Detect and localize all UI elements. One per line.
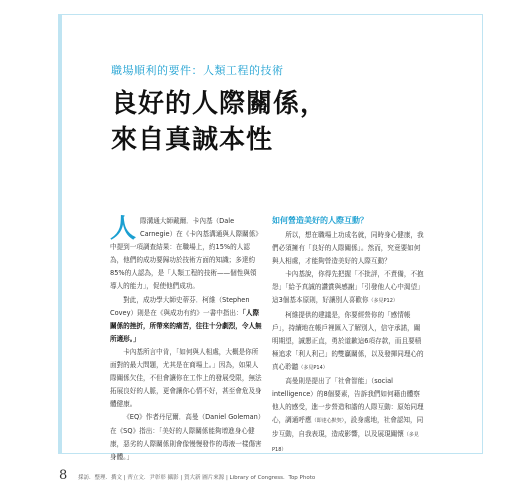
page-footer <box>59 468 489 486</box>
page-reference: （多見P14） <box>298 364 328 371</box>
right-paragraph-2-text: 卡內基說，你得先把握「不批評，不責備，不抱怨」「給予真誠的讚賞與感謝」「引發他人心中渴望」這3個基本原則，好讓別人喜歡你 <box>272 270 424 305</box>
right-paragraph-4-text-cont: ，設身處地，社會認知，同步互動，自我表現，造成影響，以及展現關懷 <box>272 416 424 439</box>
inline-note: （即達心默契） <box>311 418 345 425</box>
paragraph-1-text: 際溝通大師戴爾．卡內基（Dale Carnegie）在《卡內基溝通與人際關係》中提到一項調查結果：在職場上，約15%的人認為，他們的成功要歸功於技術方面的知識；多達約85%的人認為，是「人類工程的技術——個性與領導人的能力」，促使他們成功。 <box>110 217 262 291</box>
right-paragraph-2 <box>272 268 424 308</box>
credits-line: 採訪．整理．撰文 | 齊立文．尹彰彰 攝影 | 賀大新 圖片來源 | Library of Congress．Top Photo <box>78 475 316 481</box>
left-column <box>110 215 262 464</box>
title-line-2: 來自真誠本性 <box>111 125 274 155</box>
paragraph-2 <box>110 294 262 346</box>
right-paragraph-4 <box>272 375 424 457</box>
paragraph-4: 《EQ》作者丹尼爾．高曼（Daniel Goleman）在《SQ》指出：「美好的人際關係能夠增進身心健康，惡劣的人際關係則會像慢慢發作的毒液一樣傷害身體。」 <box>110 413 262 461</box>
paragraph-1 <box>110 215 262 294</box>
right-paragraph-4-text: 高曼則是提出了「社會智能」（social intelligence）的8個要素，告訴我們如何藉由體察他人的感受，進一步營造和諧的人際互動：原始同理心，調通呼應 <box>272 377 424 425</box>
page-reference: （多見P12） <box>368 298 398 305</box>
right-paragraph-3 <box>272 309 424 375</box>
right-paragraph-3-text: 柯維提供的建議是，你要經營你的「感情帳戶」，持續地在帳戶裡匯入了解別人，信守承諾，關明期望，誠懇正直，勇於道歉這6項存款，而且要積極追求「利人利己」的雙贏關係，以及發揮同理心的真心聆聽 <box>272 310 424 371</box>
paragraph-2-quote: 「人際關係的挫折，所帶來的痛苦，往往十分劇烈，令人無所適形。」 <box>110 308 262 343</box>
article-kicker: 職場順利的要件：人類工程的技術 <box>111 64 284 77</box>
section-subhead: 如何營造美好的人際互動？ <box>272 216 368 225</box>
title-line-1: 良好的人際關係， <box>111 89 328 119</box>
right-paragraph-1: 所以，想在職場上功成名就，同時身心健康，我們必須擁有「良好的人際關係」。然而，究竟要如何與人相處，才能夠營造美好的人際互動？ <box>272 231 424 266</box>
page-reference: （多見P18） <box>272 432 419 453</box>
page-number: 8 <box>59 468 68 483</box>
paragraph-3: 卡內基所言中肯，「如何與人相處，大概是你所面對的最大問題，尤其是在商場上。」因為，如果人際關係欠佳，不但會讓你在工作上的發展受限，無法拓展良好的人脈，更會讓你心情不好，甚至會危及身體健康。 <box>110 347 262 409</box>
right-column <box>272 215 424 457</box>
article-title <box>111 86 327 158</box>
paragraph-2-text: 對此，成功學大師史蒂芬．柯維（Stephen Covey）則是在《與成功有約》一書中指出： <box>110 295 250 317</box>
drop-cap: 人 <box>110 214 137 244</box>
